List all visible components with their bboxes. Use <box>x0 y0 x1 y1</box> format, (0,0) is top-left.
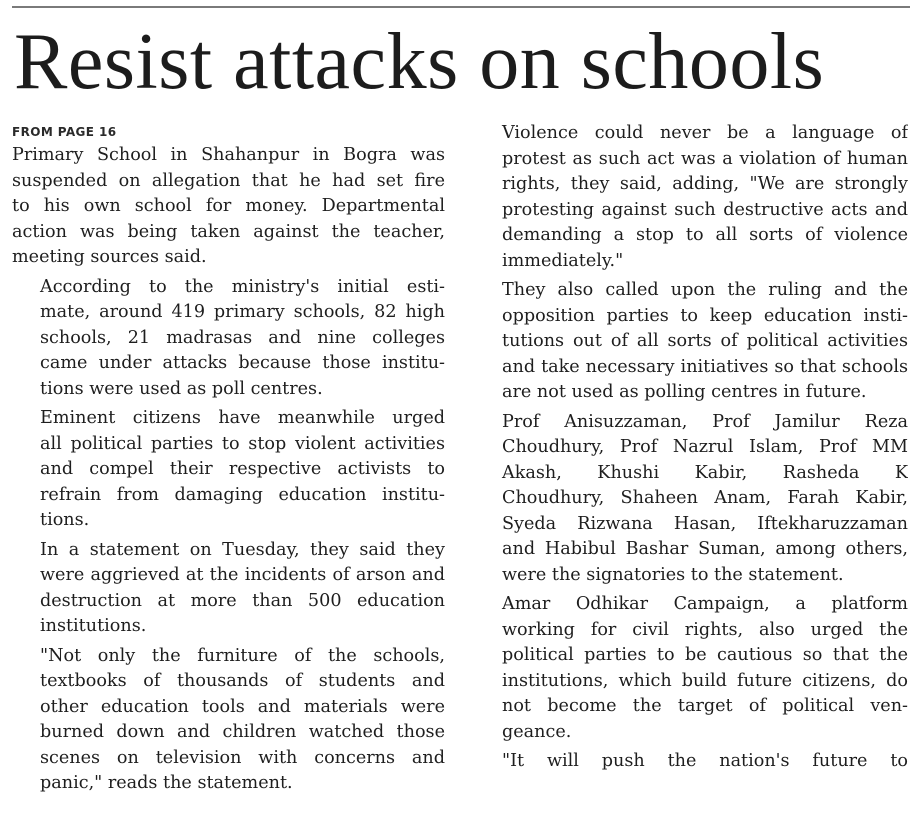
right-paragraphs <box>474 121 908 775</box>
text-line: all political parties to stop violent activities <box>40 433 445 454</box>
text-line: "It will push the nation's future to <box>502 751 908 771</box>
text-line: tutions out of all sorts of political activities <box>502 331 908 351</box>
text-line: are not used as polling centres in future. <box>502 382 867 402</box>
text-line: suspended on allegation that he had set fire <box>12 170 445 191</box>
text-line: institutions, which build future citizens, do <box>502 670 908 691</box>
paragraph <box>474 749 908 775</box>
text-line: Primary School in Shahanpur in Bogra was <box>12 145 445 165</box>
text-line: Amar Odhikar Campaign, a platform <box>502 594 908 614</box>
jump-line: FROM PAGE 16 <box>12 125 117 139</box>
text-line: were aggrieved at the incidents of arson and <box>40 565 445 585</box>
text-line: and take necessary initiatives so that schools <box>502 356 908 377</box>
text-line: "Not only the furniture of the schools, <box>40 645 445 666</box>
text-line: other education tools and materials were <box>40 696 445 717</box>
text-line: immediately." <box>502 250 624 271</box>
text-line: came under attacks because those institu- <box>40 353 445 373</box>
top-rule <box>12 6 910 8</box>
text-line: and Habibul Bashar Suman, among others, <box>502 539 908 559</box>
text-line: Syeda Rizwana Hasan, Iftekharuzzaman <box>502 513 908 534</box>
text-line: opposition parties to keep education insti- <box>502 305 908 326</box>
text-line: Choudhury, Shaheen Anam, Farah Kabir, <box>502 488 908 508</box>
paragraph <box>12 275 445 403</box>
paragraph <box>12 406 445 534</box>
paragraph <box>474 278 908 406</box>
text-line: Choudhury, Prof Nazrul Islam, Prof MM <box>502 437 908 457</box>
text-line: meeting sources said. <box>12 247 207 267</box>
text-line: schools, 21 madrasas and nine colleges <box>40 327 445 348</box>
paragraph <box>474 592 908 745</box>
text-line: panic," reads the statement. <box>40 773 293 793</box>
text-line: were the signatories to the statement. <box>502 564 844 585</box>
text-line: tions were used as poll centres. <box>40 378 323 399</box>
text-line: Akash, Khushi Kabir, Rasheda K <box>502 462 908 483</box>
text-line: geance. <box>502 721 572 742</box>
text-line: working for civil rights, also urged the <box>502 619 908 640</box>
text-line: burned down and children watched those <box>40 722 445 742</box>
text-line: institutions. <box>40 616 147 636</box>
text-line: According to the ministry's initial esti- <box>40 276 445 297</box>
headline: Resist attacks on schools <box>14 18 825 106</box>
text-line: action was being taken against the teacher, <box>12 221 445 242</box>
paragraph <box>12 143 445 271</box>
paragraph <box>12 644 445 797</box>
text-line: refrain from damaging education institu- <box>40 484 445 505</box>
text-line: tions. <box>40 510 90 530</box>
text-line: Violence could never be a language of <box>502 123 908 143</box>
text-line: to his own school for money. Departmental <box>12 196 445 216</box>
text-line: Prof Anisuzzaman, Prof Jamilur Reza <box>502 411 908 432</box>
text-line: In a statement on Tuesday, they said they <box>40 539 445 560</box>
text-line: textbooks of thousands of students and <box>40 671 445 691</box>
left-column <box>12 121 445 801</box>
text-line: political parties to be cautious so that the <box>502 645 908 665</box>
text-line: destruction at more than 500 education <box>40 590 445 611</box>
text-line: scenes on television with concerns and <box>40 747 445 768</box>
paragraph <box>474 121 908 274</box>
text-line: not become the target of political ven- <box>502 696 908 716</box>
left-paragraphs <box>12 143 445 797</box>
text-line: demanding a stop to all sorts of violence <box>502 225 908 245</box>
text-line: rights, they said, adding, "We are strongly <box>502 174 908 194</box>
right-column <box>474 121 908 779</box>
text-line: protesting against such destructive acts and <box>502 199 908 220</box>
text-line: They also called upon the ruling and the <box>502 280 908 300</box>
text-line: and compel their respective activists to <box>40 459 445 479</box>
paragraph <box>474 410 908 589</box>
text-line: mate, around 419 primary schools, 82 high <box>40 302 445 322</box>
text-line: Eminent citizens have meanwhile urged <box>40 408 445 428</box>
text-line: protest as such act was a violation of human <box>502 148 908 169</box>
paragraph <box>12 538 445 640</box>
